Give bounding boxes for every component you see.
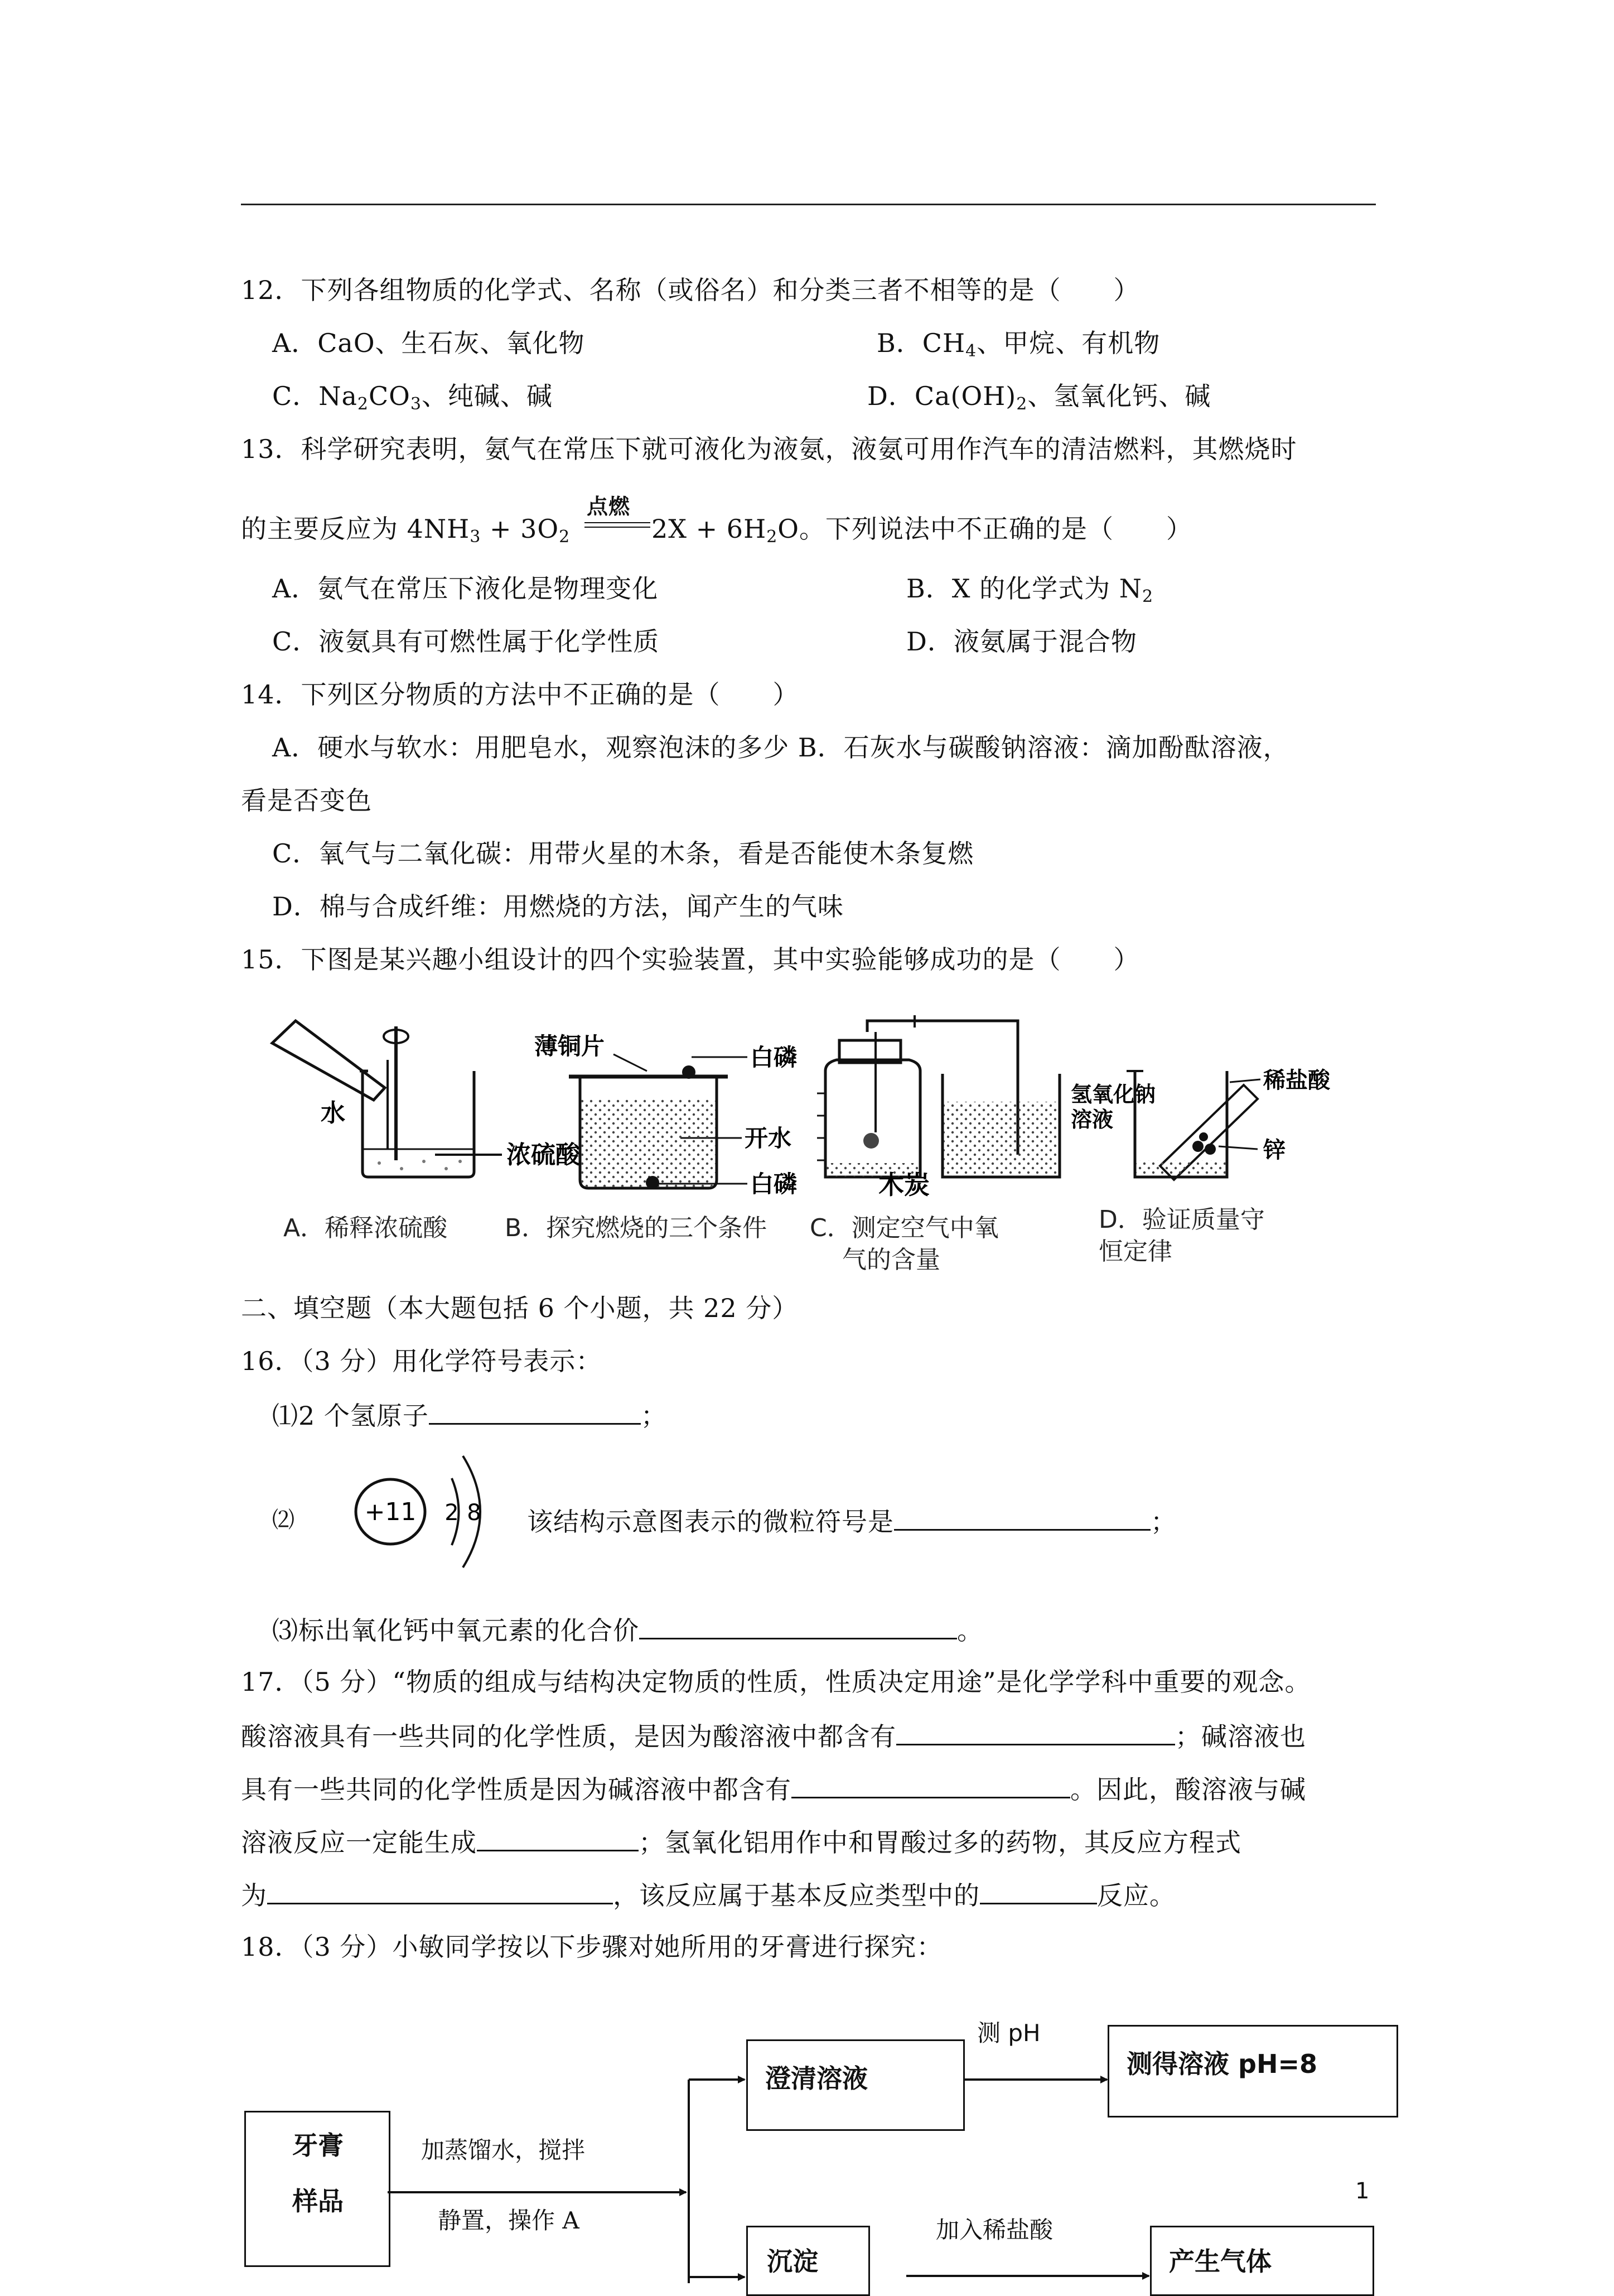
header-rule xyxy=(241,204,1376,205)
answer-blank[interactable] xyxy=(639,1612,957,1639)
q16-part-1: ⑴2 个氢原子 ； xyxy=(272,1397,667,1432)
page-number: 1 xyxy=(1355,2178,1370,2204)
q17-line-3: 具有一些共同的化学性质是因为碱溶液中都含有 。因此，酸溶液与碱 xyxy=(241,1771,1306,1806)
flow-sample-line-1: 牙膏 xyxy=(292,2130,344,2160)
answer-blank[interactable] xyxy=(267,1877,613,1904)
q14-option-c: C．氧气与二氧化碳：用带火星的木条，看是否能使木条复燃 xyxy=(272,838,974,869)
flow-hcl-label: 加入稀盐酸 xyxy=(936,2216,1054,2244)
apparatus-c-naoh-solution xyxy=(944,1102,1059,1176)
apparatus-a-acid-label: 浓硫酸 xyxy=(506,1141,580,1169)
apparatus-b-water xyxy=(581,1099,716,1187)
flow-gas-label: 产生气体 xyxy=(1169,2246,1272,2276)
flow-step-1-label-bottom: 静置，操作 A xyxy=(438,2207,579,2234)
q12-option-c: C．$Na_2CO_3$、纯碱、碱 xyxy=(272,381,553,414)
sodium-atom-structure-diagram xyxy=(351,1439,496,1584)
q13-option-b: B．X 的化学式为 $N_2$ xyxy=(906,573,1154,606)
flow-step-1-label: 加蒸馏水，搅拌 xyxy=(421,2136,586,2164)
apparatus-b-p2-label: 白磷 xyxy=(750,1170,798,1198)
answer-blank[interactable] xyxy=(980,1877,1097,1904)
answer-blank[interactable] xyxy=(896,1718,1175,1745)
apparatus-a-water-label: 水 xyxy=(321,1099,345,1127)
eq-arrow-line-bottom xyxy=(584,527,650,528)
q12-option-a: A．CaO、生石灰、氧化物 xyxy=(272,328,585,358)
nucleus-charge: +11 xyxy=(364,1498,417,1526)
q13-equation-right: $2X + 6H_2O$。下列说法中不正确的是（ ） xyxy=(651,514,1192,547)
apparatus-a-liquid-dots xyxy=(378,1160,462,1170)
apparatus-c-carbon-label: 木炭 xyxy=(878,1170,930,1200)
eq-arrow-line-top xyxy=(584,522,650,523)
apparatus-c-caption-1: C．测定空气中氧 xyxy=(810,1214,999,1242)
q17-line-2: 酸溶液具有一些共同的化学性质，是因为酸溶液中都含有 ；碱溶液也 xyxy=(241,1718,1306,1753)
shell-2-electrons: 8 xyxy=(467,1500,481,1526)
q13-option-c: C．液氨具有可燃性属于化学性质 xyxy=(272,626,660,657)
flow-clear-solution-label: 澄清溶液 xyxy=(765,2063,868,2094)
q14-option-ab: A．硬水与软水：用肥皂水，观察泡沫的多少 B．石灰水与碳酸钠溶液：滴加酚酞溶液， xyxy=(272,732,1289,763)
q17-line-4: 溶液反应一定能生成 ；氢氧化铝用作中和胃酸过多的药物，其反应方程式 xyxy=(241,1824,1241,1859)
q14-stem: 14．下列区分物质的方法中不正确的是（ ） xyxy=(241,679,799,710)
q18-stem: 18．（3 分）小敏同学按以下步骤对她所用的牙膏进行探究： xyxy=(241,1932,943,1962)
q12-stem: 12．下列各组物质的化学式、名称（或俗名）和分类三者不相等的是（ ） xyxy=(241,275,1140,305)
apparatus-c-naoh-label-1: 氢氧化钠 xyxy=(1071,1082,1156,1107)
q13-option-a: A．氨气在常压下液化是物理变化 xyxy=(272,573,659,604)
apparatus-b-water-label: 开水 xyxy=(745,1125,792,1152)
flow-ph-result-label: 测得溶液 pH=8 xyxy=(1127,2049,1317,2079)
answer-blank[interactable] xyxy=(477,1824,639,1851)
flow-precipitate-label: 沉淀 xyxy=(767,2246,818,2276)
q13-condition: 点燃 xyxy=(587,494,631,519)
apparatus-b-p1-label: 白磷 xyxy=(750,1044,798,1071)
apparatus-c-naoh-label-2: 溶液 xyxy=(1071,1107,1114,1132)
shell-1-electrons: 2 xyxy=(444,1500,459,1526)
q13-option-d: D．液氨属于混合物 xyxy=(906,626,1137,657)
apparatus-a xyxy=(272,1021,502,1177)
answer-blank[interactable] xyxy=(791,1771,1070,1798)
apparatus-b-copper-label: 薄铜片 xyxy=(534,1033,605,1060)
answer-blank[interactable] xyxy=(429,1397,641,1425)
apparatus-c-carbon xyxy=(863,1133,879,1149)
q13-stem: 13．科学研究表明，氨气在常压下就可液化为液氨，液氨可用作汽车的清洁燃料，其燃烧时 xyxy=(241,434,1297,464)
apparatus-d-hcl-label: 稀盐酸 xyxy=(1263,1068,1330,1093)
apparatus-d-caption-1: D．验证质量守 xyxy=(1099,1205,1265,1234)
answer-blank[interactable] xyxy=(894,1503,1151,1531)
apparatus-a-caption: A．稀释浓硫酸 xyxy=(283,1214,448,1242)
apparatus-d-caption-2: 恒定律 xyxy=(1099,1237,1172,1266)
flow-ph-label: 测 pH xyxy=(977,2019,1041,2047)
q14-option-d: D．棉与合成纤维：用燃烧的方法，闻产生的气味 xyxy=(272,891,844,922)
apparatus-b-caption: B．探究燃烧的三个条件 xyxy=(505,1214,767,1242)
q15-stem: 15．下图是某兴趣小组设计的四个实验装置，其中实验能够成功的是（ ） xyxy=(241,944,1140,975)
q16-part-3: ⑶标出氧化钙中氧元素的化合价 。 xyxy=(272,1612,983,1647)
q12-option-d: D．$Ca(OH)_2$、氢氧化钙、碱 xyxy=(867,381,1211,414)
q17-line-1: 17．（5 分）“物质的组成与结构决定物质的性质，性质决定用途”是化学学科中重要的观念。 xyxy=(241,1667,1311,1697)
q13-equation-left: 的主要反应为 $4NH_3 + 3O_2$ xyxy=(241,514,571,547)
apparatus-b-phosphorus-top xyxy=(682,1065,695,1079)
q16-part-2: 该结构示意图表示的微粒符号是 ； xyxy=(527,1503,1177,1538)
apparatus-b-phosphorus-bottom xyxy=(646,1176,659,1189)
flow-sample-line-2: 样品 xyxy=(292,2186,344,2216)
apparatus-c-caption-2: 气的含量 xyxy=(842,1246,940,1274)
section-2-heading: 二、填空题（本大题包括 6 个小题，共 22 分） xyxy=(241,1293,799,1323)
q17-line-5: 为 ，该反应属于基本反应类型中的 反应。 xyxy=(241,1877,1176,1912)
q16-part-2-number: ⑵ xyxy=(272,1507,295,1533)
q14-option-b-cont: 看是否变色 xyxy=(241,785,372,816)
apparatus-d-zinc-label: 锌 xyxy=(1263,1137,1286,1163)
q16-stem: 16．（3 分）用化学符号表示： xyxy=(241,1346,602,1376)
q12-option-b: B．$CH_4$、甲烷、有机物 xyxy=(877,328,1161,361)
